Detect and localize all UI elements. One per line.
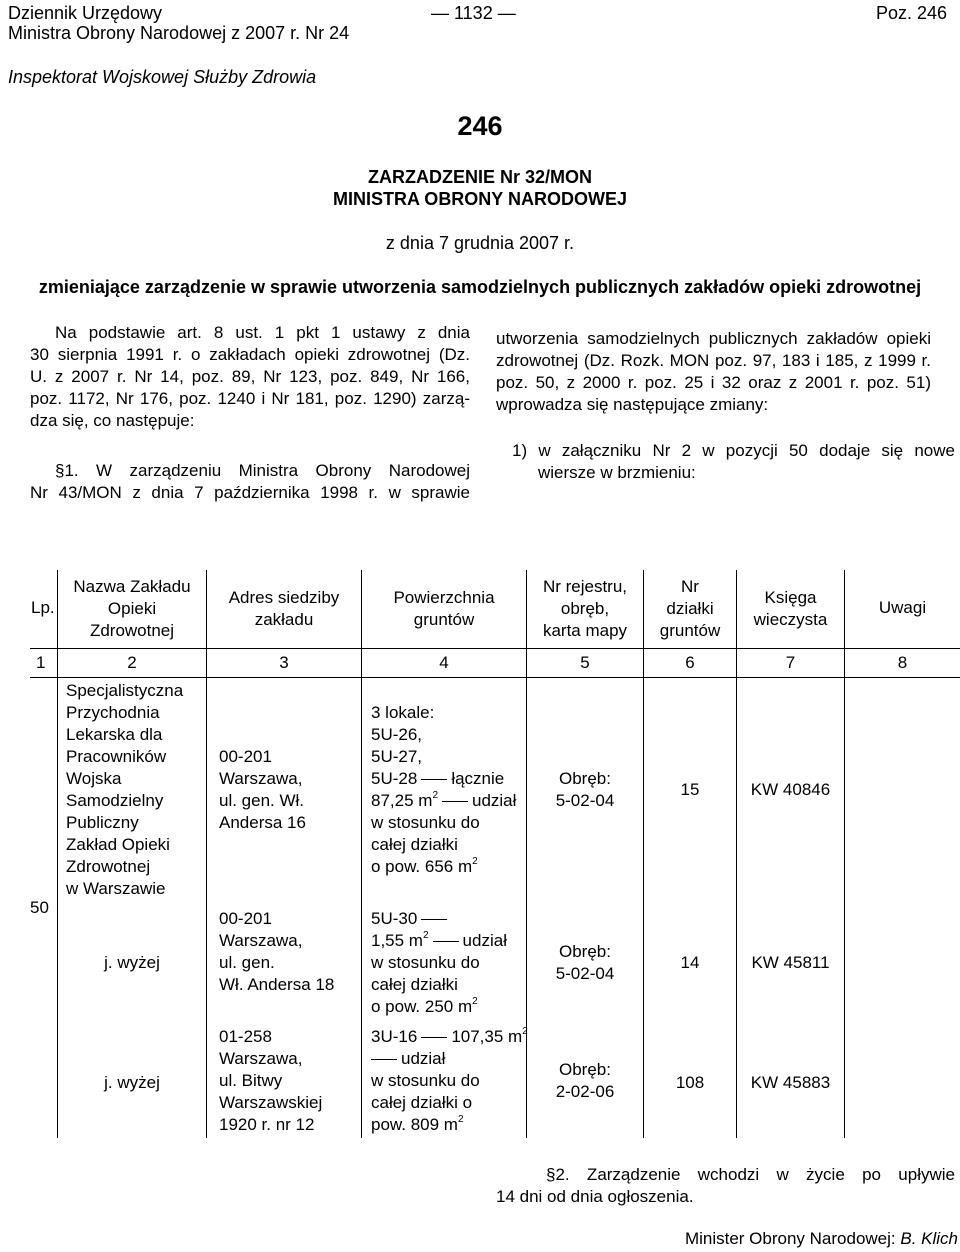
header-lp: Lp. (31, 598, 55, 617)
register-area (527, 1059, 643, 1103)
area-line: w stosunku do (371, 1071, 480, 1090)
legal-basis-line: 30 sierpnia 1991 r. o zakładach opieki zdrowotnej (Dz. (30, 345, 470, 364)
header-line: zakładu (254, 610, 314, 629)
table-divider (30, 648, 960, 649)
legal-basis (30, 322, 470, 432)
column-number: 8 (897, 653, 908, 672)
address-line: Andersa 16 (219, 813, 306, 832)
header-facility-name (58, 576, 206, 642)
area-line (371, 1114, 528, 1136)
area-text: 5U-30 (371, 909, 418, 928)
area-unit-exponent: 2 (522, 1026, 528, 1037)
area-line: 5U-26, (371, 725, 423, 744)
table-divider (30, 677, 960, 678)
header-line: Nr (681, 577, 699, 596)
amendment-item-line: 1) w załączniku Nr 2 w pozycji 50 dodaje się nowe (512, 441, 955, 460)
area-description (371, 908, 507, 1018)
header-line: Zdrowotnej (89, 621, 175, 640)
header-line: Księga (764, 588, 817, 607)
register-area (527, 941, 643, 985)
paragraph-1-line: Nr 43/MON z dnia 7 października 1998 r. w sprawie (30, 483, 470, 502)
address-line: ul. gen. (219, 953, 275, 972)
header-line: wieczysta (753, 610, 828, 629)
area-line: całej działki o (371, 1093, 473, 1112)
paragraph-1-continued (496, 328, 931, 416)
document-number: 246 (457, 111, 503, 141)
area-line: całej działki (371, 975, 458, 994)
paragraph-line: utworzenia samodzielnych publicznych zakładów opieki (496, 329, 931, 348)
area-text: udział (462, 931, 507, 950)
area-line (371, 908, 507, 930)
facility-address (219, 746, 306, 834)
facility-name-line: Wojska (66, 769, 122, 788)
area-description (371, 1026, 528, 1136)
facility-name: j. wyżej (104, 1073, 160, 1092)
address-line: 00-201 (219, 909, 272, 928)
address-line: 1920 r. nr 12 (219, 1115, 315, 1134)
area-description (371, 702, 516, 878)
facility-name-line: Pracowników (66, 747, 167, 766)
area-line: 3 lokale: (371, 703, 435, 722)
header-register (527, 576, 643, 642)
register-line: Obręb: (559, 1060, 611, 1079)
signature (685, 1228, 958, 1250)
header-line: Nazwa Zakładu (73, 577, 191, 596)
header-area (362, 587, 526, 631)
header-line: karta mapy (542, 621, 628, 640)
paragraph-2 (496, 1164, 955, 1208)
facility-address (219, 908, 334, 996)
paragraph-line: zdrowotnej (Dz. Rozk. MON poz. 97, 183 i 185, z 1999 r. (496, 351, 931, 370)
dash (421, 1037, 447, 1038)
area-text: udział (401, 1049, 446, 1068)
register-line: 5-02-04 (555, 964, 615, 983)
area-unit-exponent: 2 (472, 996, 478, 1007)
header-land-register (737, 587, 844, 631)
column-number: 3 (279, 653, 289, 672)
paragraph-2-line: §2. Zarządzenie wchodzi w życie po upływie (546, 1165, 955, 1184)
area-line (371, 1048, 528, 1070)
legal-basis-line: poz. 1172, Nr 176, poz. 1240 i Nr 181, poz. 1290) zarzą- (30, 389, 470, 408)
dash (421, 919, 447, 920)
area-unit-exponent: 2 (432, 790, 438, 801)
address-line: 01-258 (219, 1027, 272, 1046)
signature-name: B. Klich (900, 1229, 958, 1248)
area-line: w stosunku do (371, 813, 480, 832)
amendment-item-1 (512, 440, 955, 484)
area-line (371, 1026, 528, 1048)
facility-name-line: Lekarska dla (66, 725, 163, 744)
area-text: 3U-16 (371, 1027, 418, 1046)
area-line: w stosunku do (371, 953, 480, 972)
issuer-title: MINISTRA OBRONY NARODOWEJ (332, 189, 627, 209)
legal-basis-line: Na podstawie art. 8 ust. 1 pkt 1 ustawy z dnia (55, 323, 470, 342)
journal-name: Dziennik Urzędowy (8, 3, 163, 23)
address-line: Warszawa, (219, 931, 303, 950)
area-text: łącznie (451, 769, 505, 788)
journal-issue: Ministra Obrony Narodowej z 2007 r. Nr 24 (8, 23, 350, 43)
paragraph-2-line: 14 dni od dnia ogłoszenia. (496, 1187, 694, 1206)
area-text: 1,55 m (371, 931, 423, 950)
area-text: 107,35 m (451, 1027, 523, 1046)
column-number: 6 (685, 653, 695, 672)
signature-label: Minister Obrony Narodowej: (684, 1229, 901, 1248)
header-plot (644, 576, 736, 642)
row-lp: 50 (30, 898, 49, 917)
order-date: z dnia 7 grudnia 2007 r. (385, 233, 575, 253)
column-number: 2 (127, 653, 137, 672)
dash (421, 779, 447, 780)
area-text: 87,25 m (371, 791, 433, 810)
area-text: pow. 809 m (371, 1115, 458, 1134)
facility-name: j. wyżej (104, 953, 160, 972)
address-line: Warszawa, (219, 1049, 303, 1068)
dash (442, 801, 468, 802)
area-text: 5U-28 (371, 769, 418, 788)
area-line (371, 930, 507, 952)
area-text: o pow. 250 m (371, 997, 473, 1016)
register-line: Obręb: (559, 769, 611, 788)
column-number: 7 (785, 653, 796, 672)
header-line: Opieki (107, 599, 157, 618)
land-register-number: KW 45811 (751, 953, 830, 972)
area-line (371, 856, 516, 878)
facility-name-line: Specjalistyczna (66, 681, 184, 700)
facility-address (219, 1026, 322, 1136)
area-unit-exponent: 2 (422, 930, 429, 941)
facility-name-line: Samodzielny (66, 791, 164, 810)
area-line: całej działki (371, 835, 458, 854)
order-subject: zmieniające zarządzenie w sprawie utworzenia samodzielnych publicznych zakładów opieki zdrowotnej (38, 277, 922, 297)
plot-number: 14 (680, 953, 700, 972)
area-text: o pow. 656 m (371, 857, 473, 876)
address-line: ul. gen. Wł. (219, 791, 305, 810)
institution-name: Inspektorat Wojskowej Służby Zdrowia (8, 67, 317, 87)
facility-name-line: Zdrowotnej (66, 857, 151, 876)
plot-number: 108 (675, 1073, 705, 1092)
register-line: 5-02-04 (555, 791, 615, 810)
legal-basis-line: dza się, co następuje: (30, 411, 195, 430)
column-number: 1 (36, 653, 46, 672)
paragraph-line: wprowadza się następujące zmiany: (496, 395, 769, 414)
page-number: — 1132 — (431, 3, 516, 23)
area-line (371, 996, 507, 1018)
dash (371, 1059, 397, 1060)
area-unit-exponent: 2 (472, 856, 478, 867)
address-line: Warszawa, (219, 769, 303, 788)
register-area (527, 768, 643, 812)
area-text: udział (472, 791, 517, 810)
column-number: 4 (439, 653, 449, 672)
address-line: 00-201 (219, 747, 272, 766)
facility-name-line: Zakład Opieki (66, 835, 170, 854)
facility-name-line: Publiczny (66, 813, 139, 832)
position-number: Poz. 246 (876, 3, 948, 23)
order-title: ZARZADZENIE Nr 32/MON (367, 167, 592, 187)
paragraph-1-line: §1. W zarządzeniu Ministra Obrony Narodowej (55, 461, 470, 480)
register-line: Obręb: (559, 942, 611, 961)
area-unit-exponent: 2 (457, 1114, 464, 1125)
legal-basis-line: U. z 2007 r. Nr 14, poz. 89, Nr 123, poz. 849, Nr 166, (30, 367, 470, 386)
address-line: Warszawskiej (219, 1093, 323, 1112)
amendment-item-line: wiersze w brzmieniu: (538, 463, 696, 482)
column-number: 5 (580, 653, 590, 672)
land-register-number: KW 45883 (750, 1073, 831, 1092)
area-line (371, 768, 516, 790)
area-line: 5U-27, (371, 747, 423, 766)
header-line: gruntów (659, 621, 721, 640)
header-remarks: Uwagi (878, 598, 927, 617)
register-line: 2-02-06 (555, 1082, 615, 1101)
paragraph-1 (30, 460, 470, 504)
address-line: Wł. Andersa 18 (219, 975, 335, 994)
header-line: Nr rejestru, (542, 577, 628, 596)
area-line (371, 790, 516, 812)
facility-name-line: Przychodnia (66, 703, 160, 722)
land-register-number: KW 40846 (750, 780, 831, 799)
header-line: Powierzchnia (393, 588, 495, 607)
facility-name-line: w Warszawie (66, 879, 166, 898)
dash (433, 941, 459, 942)
header-line: gruntów (413, 610, 475, 629)
plot-number: 15 (680, 780, 700, 799)
header-line: obręb, (560, 599, 610, 618)
header-line: działki (666, 599, 714, 618)
paragraph-line: poz. 50, z 2000 r. poz. 25 i 32 oraz z 2001 r. poz. 51) (496, 373, 931, 392)
facility-name (66, 680, 183, 900)
header-line: Adres siedziby (228, 588, 340, 607)
header-address (207, 587, 361, 631)
address-line: ul. Bitwy (219, 1071, 283, 1090)
